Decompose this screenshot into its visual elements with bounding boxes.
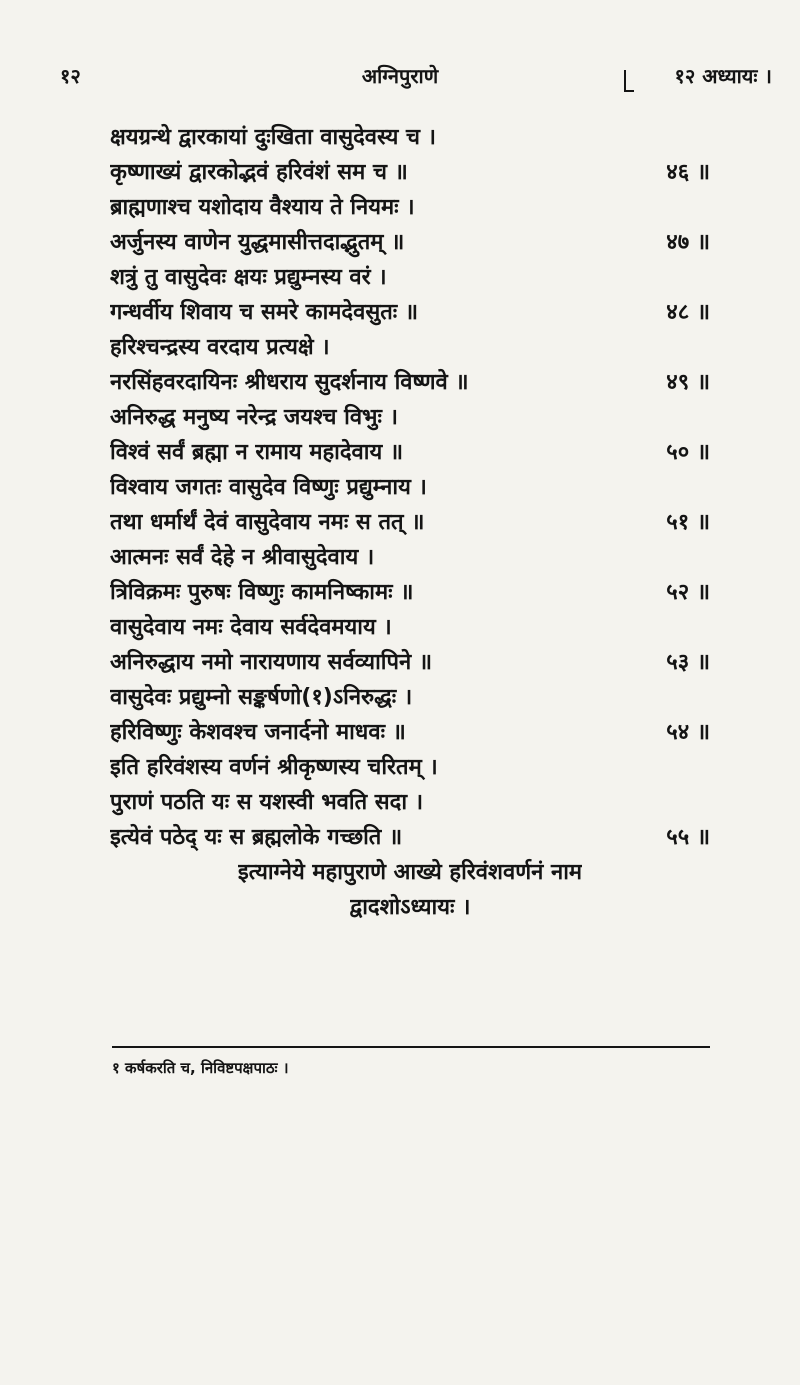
verse-text: अनिरुद्ध मनुष्य नरेन्द्र जयश्च विभुः ।: [110, 405, 398, 430]
verse-line: [110, 715, 710, 750]
verse-line: [110, 575, 710, 610]
verse-text: विश्वं सर्वं ब्रह्मा न रामाय महादेवाय ॥: [110, 440, 404, 465]
verse-line: [110, 330, 710, 365]
verse-number: ५५ ॥: [666, 825, 710, 850]
verse-text: अर्जुनस्य वाणेन युद्धमासीत्तदाद्भुतम् ॥: [110, 230, 405, 255]
verse-line: [110, 260, 710, 295]
verse-number: ४७ ॥: [666, 230, 710, 255]
verse-text: इत्येवं पठेद् यः स ब्रह्मलोके गच्छति ॥: [110, 825, 403, 850]
running-title: अग्निपुराणे: [361, 64, 439, 88]
footnote-rule: [112, 1046, 710, 1048]
verse-text: नरसिंहवरदायिनः श्रीधराय सुदर्शनाय विष्णवे ॥: [110, 370, 469, 395]
verse-text: ब्राह्मणाश्च यशोदाय वैश्याय ते नियमः ।: [110, 195, 415, 220]
verse-text: वासुदेवः प्रद्युम्नो सङ्कर्षणो(१)ऽनिरुद्धः ।: [110, 685, 413, 710]
verse-line: [110, 295, 710, 330]
verse-text: हरिश्चन्द्रस्य वरदाय प्रत्यक्षे ।: [110, 335, 330, 360]
verse-number: ५४ ॥: [666, 720, 710, 745]
verse-number: ५३ ॥: [666, 650, 710, 675]
verse-number: ४८ ॥: [666, 300, 710, 325]
chapter-bracket: [624, 70, 634, 92]
verse-line: [110, 505, 710, 540]
verse-line: [110, 470, 710, 505]
verse-number: ४९ ॥: [666, 370, 710, 395]
verse-text: क्षयग्रन्थे द्वारकायां दुःखिता वासुदेवस्य च ।: [110, 125, 436, 150]
verse-text: विश्वाय जगतः वासुदेव विष्णुः प्रद्युम्नाय ।: [110, 475, 427, 500]
verse-text: इति हरिवंशस्य वर्णनं श्रीकृष्णस्य चरितम् ।: [110, 755, 438, 780]
verse-text: कृष्णाख्यं द्वारकोद्भवं हरिवंशं सम च ॥: [110, 160, 408, 185]
footnote: १ कर्षकरति च, निविष्टपक्षपाठः ।: [112, 1059, 289, 1077]
verse-line: [110, 155, 710, 190]
verse-number: ४६ ॥: [666, 160, 710, 185]
chapter-label: १२ अध्यायः ।: [674, 64, 772, 88]
verse-line: [110, 645, 710, 680]
verse-text: शत्रुं तु वासुदेवः क्षयः प्रद्युम्नस्य वरं ।: [110, 265, 387, 290]
verse-line: [110, 855, 710, 890]
verse-number: ५२ ॥: [666, 580, 710, 605]
verse-text: त्रिविक्रमः पुरुषः विष्णुः कामनिष्कामः ॥: [110, 580, 414, 605]
verse-line: [110, 225, 710, 260]
page-number: १२: [60, 64, 81, 88]
verse-line: [110, 190, 710, 225]
verse-line: [110, 540, 710, 575]
verse-text: अनिरुद्धाय नमो नारायणाय सर्वव्यापिने ॥: [110, 650, 433, 675]
verse-line: [110, 610, 710, 645]
verse-line: [110, 120, 710, 155]
verse-number: ५० ॥: [666, 440, 710, 465]
verse-number: ५१ ॥: [666, 510, 710, 535]
verse-text: गन्धर्वीय शिवाय च समरे कामदेवसुतः ॥: [110, 300, 419, 325]
verse-text: वासुदेवाय नमः देवाय सर्वदेवमयाय ।: [110, 615, 392, 640]
verse-line: [110, 435, 710, 470]
verse-line: [110, 680, 710, 715]
verse-line: [110, 400, 710, 435]
verse-line: [110, 365, 710, 400]
verse-block: [110, 120, 710, 925]
verse-text: पुराणं पठति यः स यशस्वी भवति सदा ।: [110, 790, 424, 815]
verse-text: तथा धर्मार्थं देवं वासुदेवाय नमः स तत् ॥: [110, 510, 425, 535]
verse-text: इत्याग्नेये महापुराणे आख्ये हरिवंशवर्णनं नाम: [237, 860, 583, 885]
verse-line: [110, 785, 710, 820]
verse-line: [110, 820, 710, 855]
verse-text: आत्मनः सर्वं देहे न श्रीवासुदेवाय ।: [110, 545, 375, 570]
verse-line: [110, 750, 710, 785]
verse-text: द्वादशोऽध्यायः ।: [349, 895, 471, 920]
verse-line: [110, 890, 710, 925]
verse-text: हरिविष्णुः केशवश्च जनार्दनो माधवः ॥: [110, 720, 406, 745]
